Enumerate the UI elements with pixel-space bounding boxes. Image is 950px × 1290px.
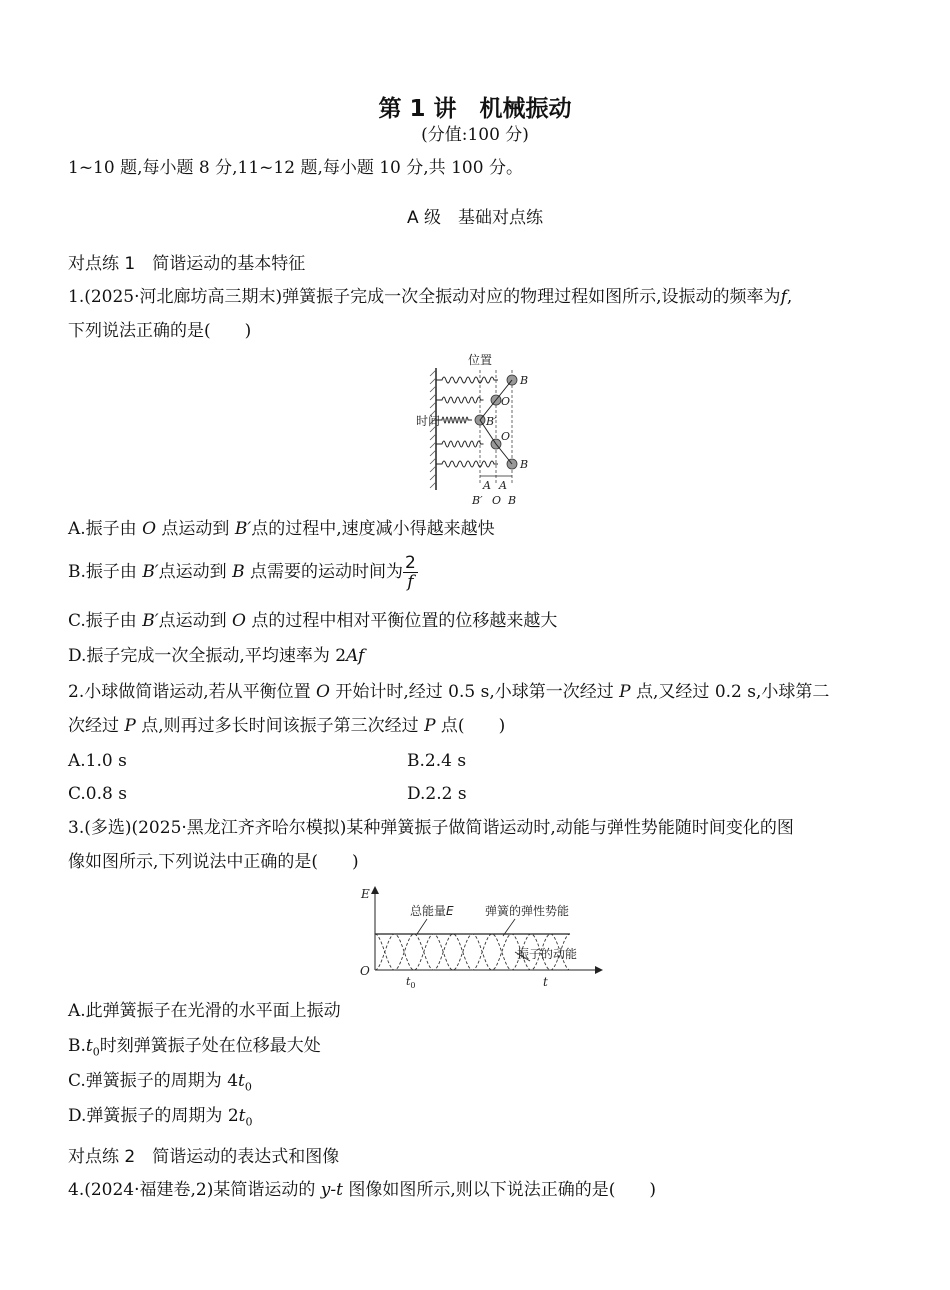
q1-option-a[interactable]: A.振子由 O 点运动到 B′点的过程中,速度减小得越来越快 bbox=[68, 519, 495, 539]
q3-option-c[interactable]: C.弹簧振子的周期为 $4t_0$ bbox=[68, 1071, 252, 1094]
q3-stem-line2: 像如图所示,下列说法中正确的是( ) bbox=[68, 852, 359, 872]
q2-option-a[interactable]: A.1.0 s bbox=[68, 751, 127, 771]
svg-text:B: B bbox=[520, 374, 529, 387]
label-kinetic-energy: 振子的动能 bbox=[517, 947, 578, 961]
q3-stem-line1: 3.(多选)(2025·黑龙江齐齐哈尔模拟)某种弹簧振子做简谐运动时,动能与弹性势能随时间变化的图 bbox=[68, 818, 794, 838]
q3-option-a[interactable]: A.此弹簧振子在光滑的水平面上振动 bbox=[68, 1001, 341, 1021]
level-heading: A 级 基础对点练 bbox=[406, 208, 544, 228]
q1-option-b[interactable]: B.振子由 B′点运动到 B 点需要的运动时间为 $\frac{2}{f}$ bbox=[68, 553, 416, 592]
q3-option-b[interactable]: $B.t_0$时刻弹簧振子处在位移最大处 bbox=[68, 1036, 321, 1059]
section-heading-1: 对点练 1 简谐运动的基本特征 bbox=[68, 254, 306, 274]
q1-option-c[interactable]: C.振子由 B′点运动到 O 点的过程中相对平衡位置的位移越来越大 bbox=[68, 611, 558, 631]
label-total-energy: 总能量E bbox=[410, 904, 454, 918]
q1-spring-oscillator-figure bbox=[410, 350, 550, 510]
fraction-2-over-f: $\frac{2}{f}$ bbox=[404, 553, 416, 592]
q3-energy-time-graph bbox=[355, 882, 605, 992]
t0-tick-label: $t_0$ bbox=[406, 975, 416, 990]
svg-text:A: A bbox=[499, 479, 507, 492]
svg-text:O: O bbox=[492, 494, 502, 507]
q2-stem-line2: 次经过 P 点,则再过多长时间该振子第三次经过 P 点( ) bbox=[68, 716, 506, 736]
svg-text:B′: B′ bbox=[486, 415, 497, 428]
q3-option-d[interactable]: D.弹簧振子的周期为 $2t_0$ bbox=[68, 1106, 253, 1129]
q1-option-d[interactable]: D.振子完成一次全振动,平均速率为 2Af bbox=[68, 646, 365, 666]
label-elastic-pe: 弹簧的弹性势能 bbox=[485, 904, 570, 918]
svg-text:A: A bbox=[483, 479, 491, 492]
q2-option-d[interactable]: D.2.2 s bbox=[407, 784, 467, 804]
q2-stem-line1: 2.小球做简谐运动,若从平衡位置 O 开始计时,经过 0.5 s,小球第一次经过 P 点,又经过 0.2 s,小球第二 bbox=[68, 682, 830, 702]
svg-text:B: B bbox=[520, 458, 529, 471]
svg-text:O: O bbox=[501, 395, 511, 408]
svg-text:O: O bbox=[360, 964, 370, 978]
fig1-position-label: 位置 bbox=[468, 353, 493, 367]
section-heading-2: 对点练 2 简谐运动的表达式和图像 bbox=[68, 1147, 340, 1167]
svg-text:O: O bbox=[501, 430, 511, 443]
q2-option-b[interactable]: B.2.4 s bbox=[407, 751, 467, 771]
page-title: 第 1 讲 机械振动 bbox=[378, 96, 572, 122]
fig1-time-label: 时间 bbox=[416, 414, 441, 428]
q1-stem-line2: 下列说法正确的是( ) bbox=[68, 321, 252, 341]
svg-text:t: t bbox=[543, 975, 548, 989]
svg-text:B: B bbox=[508, 494, 517, 507]
svg-text:B′: B′ bbox=[472, 494, 483, 507]
score-note: (分值:100 分) bbox=[421, 125, 529, 145]
q4-stem: 4.(2024·福建卷,2)某简谐运动的 y-t 图像如图所示,则以下说法正确的是( ) bbox=[68, 1180, 657, 1200]
intro-text: 1~10 题,每小题 8 分,11~12 题,每小题 10 分,共 100 分。 bbox=[68, 158, 523, 178]
svg-text:E: E bbox=[361, 887, 370, 901]
q2-option-c[interactable]: C.0.8 s bbox=[68, 784, 127, 804]
q1-stem-line1: 1.(2025·河北廊坊高三期末)弹簧振子完成一次全振动对应的物理过程如图所示,设振动的频率为f, bbox=[68, 287, 793, 307]
